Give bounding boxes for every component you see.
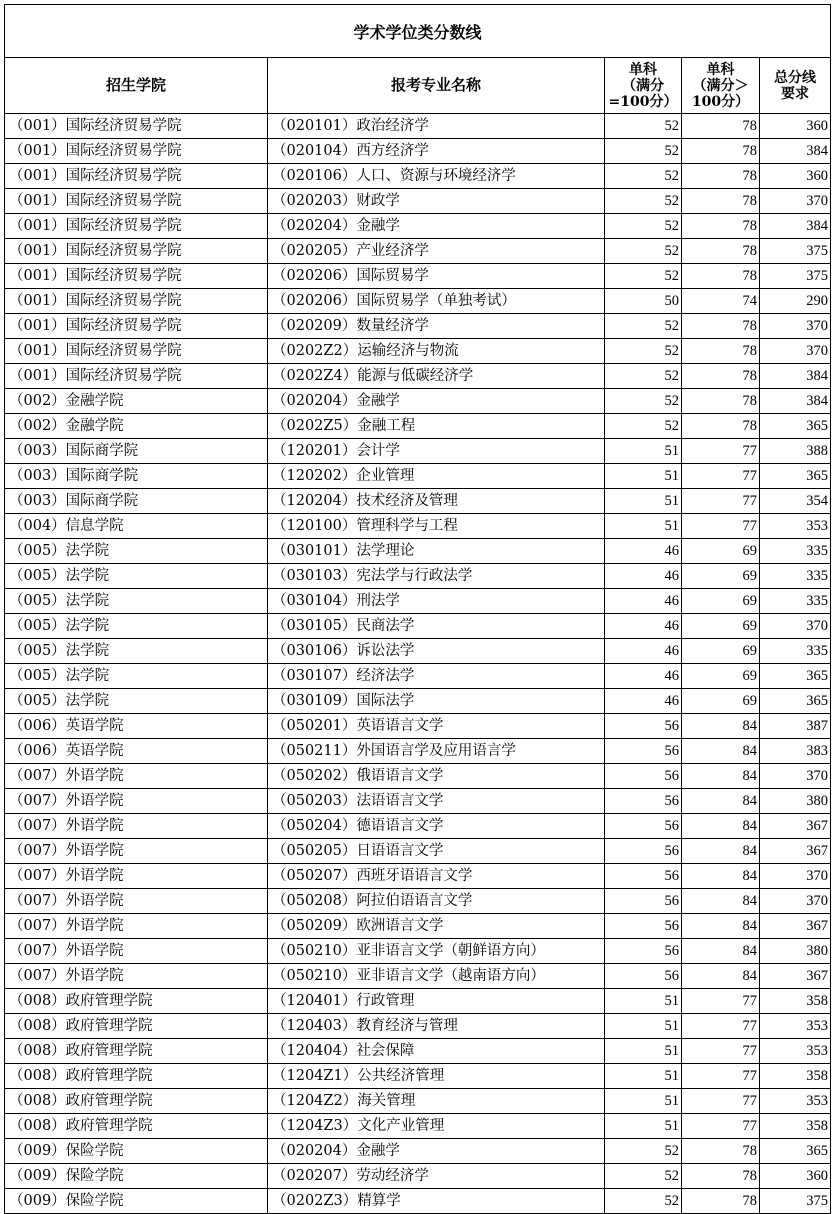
single-le100-cell: 56	[605, 914, 682, 939]
single-gt100-cell: 77	[682, 489, 760, 514]
single-le100-cell: 52	[605, 189, 682, 214]
major-cell: （020206）国际贸易学	[268, 264, 605, 289]
major-cell: （030107）经济法学	[268, 664, 605, 689]
single-le100-cell: 56	[605, 939, 682, 964]
header-college: 招生学院	[5, 58, 268, 114]
single-le100-cell: 51	[605, 1114, 682, 1139]
table-row	[5, 614, 831, 639]
single-le100-cell: 52	[605, 1189, 682, 1214]
major-cell: （020206）国际贸易学（单独考试）	[268, 289, 605, 314]
college-cell: （006）英语学院	[5, 739, 268, 764]
table-row	[5, 864, 831, 889]
single-gt100-cell: 77	[682, 1089, 760, 1114]
major-cell: （020101）政治经济学	[268, 114, 605, 139]
single-le100-cell: 51	[605, 1089, 682, 1114]
single-gt100-cell: 77	[682, 1014, 760, 1039]
college-cell: （005）法学院	[5, 614, 268, 639]
table-row	[5, 339, 831, 364]
header-single-le100-line3: =100分）	[608, 93, 678, 110]
single-gt100-cell: 84	[682, 964, 760, 989]
single-gt100-cell: 84	[682, 864, 760, 889]
major-cell: （120404）社会保障	[268, 1039, 605, 1064]
total-score-cell: 365	[760, 414, 831, 439]
table-row	[5, 439, 831, 464]
total-score-cell: 365	[760, 689, 831, 714]
single-gt100-cell: 78	[682, 164, 760, 189]
single-le100-cell: 51	[605, 489, 682, 514]
college-cell: （007）外语学院	[5, 939, 268, 964]
college-cell: （009）保险学院	[5, 1164, 268, 1189]
total-score-cell: 375	[760, 239, 831, 264]
table-row	[5, 114, 831, 139]
single-le100-cell: 51	[605, 1064, 682, 1089]
table-body	[5, 114, 831, 1214]
table-row	[5, 1039, 831, 1064]
total-score-cell: 380	[760, 789, 831, 814]
major-cell: （030106）诉讼法学	[268, 639, 605, 664]
total-score-cell: 335	[760, 589, 831, 614]
major-cell: （030104）刑法学	[268, 589, 605, 614]
single-le100-cell: 46	[605, 539, 682, 564]
major-cell: （050202）俄语语言文学	[268, 764, 605, 789]
college-cell: （006）英语学院	[5, 714, 268, 739]
table-title: 学术学位类分数线	[5, 5, 831, 58]
single-gt100-cell: 84	[682, 714, 760, 739]
single-gt100-cell: 78	[682, 414, 760, 439]
total-score-cell: 370	[760, 864, 831, 889]
single-le100-cell: 56	[605, 864, 682, 889]
table-row	[5, 189, 831, 214]
major-cell: （020204）金融学	[268, 1139, 605, 1164]
single-gt100-cell: 78	[682, 239, 760, 264]
single-gt100-cell: 84	[682, 914, 760, 939]
single-gt100-cell: 74	[682, 289, 760, 314]
major-cell: （050210）亚非语言文学（朝鲜语方向）	[268, 939, 605, 964]
table-row	[5, 1139, 831, 1164]
total-score-cell: 367	[760, 839, 831, 864]
major-cell: （0202Z4）能源与低碳经济学	[268, 364, 605, 389]
single-le100-cell: 52	[605, 214, 682, 239]
college-cell: （002）金融学院	[5, 389, 268, 414]
header-total-line1: 总分线	[774, 69, 817, 86]
header-single-le100	[605, 58, 682, 114]
single-gt100-cell: 78	[682, 1189, 760, 1214]
single-le100-cell: 51	[605, 464, 682, 489]
single-le100-cell: 56	[605, 714, 682, 739]
table-row	[5, 939, 831, 964]
total-score-cell: 358	[760, 1114, 831, 1139]
single-gt100-cell: 77	[682, 1064, 760, 1089]
college-cell: （004）信息学院	[5, 514, 268, 539]
college-cell: （007）外语学院	[5, 839, 268, 864]
table-row	[5, 714, 831, 739]
table-row	[5, 1064, 831, 1089]
table-row	[5, 889, 831, 914]
total-score-cell: 367	[760, 914, 831, 939]
single-gt100-cell: 69	[682, 639, 760, 664]
single-le100-cell: 52	[605, 164, 682, 189]
single-gt100-cell: 77	[682, 514, 760, 539]
table-row	[5, 689, 831, 714]
header-total	[760, 58, 831, 114]
header-single-gt100-line1: 单科	[706, 61, 735, 78]
single-gt100-cell: 78	[682, 189, 760, 214]
single-le100-cell: 52	[605, 339, 682, 364]
college-cell: （001）国际经济贸易学院	[5, 339, 268, 364]
single-gt100-cell: 69	[682, 539, 760, 564]
major-cell: （020203）财政学	[268, 189, 605, 214]
college-cell: （001）国际经济贸易学院	[5, 189, 268, 214]
table-row	[5, 464, 831, 489]
total-score-cell: 384	[760, 139, 831, 164]
major-cell: （0202Z2）运输经济与物流	[268, 339, 605, 364]
single-le100-cell: 46	[605, 614, 682, 639]
table-row	[5, 414, 831, 439]
major-cell: （030103）宪法学与行政法学	[268, 564, 605, 589]
college-cell: （003）国际商学院	[5, 439, 268, 464]
single-gt100-cell: 84	[682, 889, 760, 914]
single-le100-cell: 56	[605, 739, 682, 764]
total-score-cell: 370	[760, 189, 831, 214]
major-cell: （050203）法语语言文学	[268, 789, 605, 814]
major-cell: （050205）日语语言文学	[268, 839, 605, 864]
major-cell: （120401）行政管理	[268, 989, 605, 1014]
single-le100-cell: 52	[605, 314, 682, 339]
single-gt100-cell: 77	[682, 989, 760, 1014]
single-gt100-cell: 78	[682, 364, 760, 389]
table-row	[5, 964, 831, 989]
single-le100-cell: 52	[605, 1139, 682, 1164]
college-cell: （008）政府管理学院	[5, 1064, 268, 1089]
table-row	[5, 989, 831, 1014]
college-cell: （005）法学院	[5, 639, 268, 664]
college-cell: （009）保险学院	[5, 1139, 268, 1164]
single-gt100-cell: 78	[682, 389, 760, 414]
total-score-cell: 365	[760, 1139, 831, 1164]
college-cell: （003）国际商学院	[5, 489, 268, 514]
total-score-cell: 384	[760, 364, 831, 389]
score-table-sheet	[4, 4, 830, 1214]
total-score-cell: 353	[760, 1089, 831, 1114]
college-cell: （002）金融学院	[5, 414, 268, 439]
header-major: 报考专业名称	[268, 58, 605, 114]
total-score-cell: 370	[760, 889, 831, 914]
single-gt100-cell: 78	[682, 1139, 760, 1164]
single-le100-cell: 56	[605, 839, 682, 864]
single-gt100-cell: 77	[682, 439, 760, 464]
major-cell: （020209）数量经济学	[268, 314, 605, 339]
single-gt100-cell: 84	[682, 839, 760, 864]
single-le100-cell: 51	[605, 989, 682, 1014]
single-gt100-cell: 69	[682, 564, 760, 589]
total-score-cell: 383	[760, 739, 831, 764]
major-cell: （030101）法学理论	[268, 539, 605, 564]
major-cell: （050207）西班牙语语言文学	[268, 864, 605, 889]
table-row	[5, 664, 831, 689]
major-cell: （1204Z3）文化产业管理	[268, 1114, 605, 1139]
single-le100-cell: 46	[605, 639, 682, 664]
college-cell: （001）国际经济贸易学院	[5, 289, 268, 314]
table-row	[5, 489, 831, 514]
total-score-cell: 375	[760, 264, 831, 289]
single-le100-cell: 56	[605, 964, 682, 989]
total-score-cell: 370	[760, 339, 831, 364]
single-le100-cell: 56	[605, 814, 682, 839]
college-cell: （008）政府管理学院	[5, 1114, 268, 1139]
total-score-cell: 353	[760, 1039, 831, 1064]
single-le100-cell: 56	[605, 889, 682, 914]
major-cell: （020207）劳动经济学	[268, 1164, 605, 1189]
major-cell: （0202Z3）精算学	[268, 1189, 605, 1214]
single-gt100-cell: 78	[682, 114, 760, 139]
single-gt100-cell: 84	[682, 764, 760, 789]
table-row	[5, 139, 831, 164]
college-cell: （001）国际经济贸易学院	[5, 214, 268, 239]
college-cell: （001）国际经济贸易学院	[5, 364, 268, 389]
total-score-cell: 335	[760, 639, 831, 664]
college-cell: （005）法学院	[5, 664, 268, 689]
single-le100-cell: 52	[605, 239, 682, 264]
single-gt100-cell: 69	[682, 589, 760, 614]
single-le100-cell: 51	[605, 514, 682, 539]
total-score-cell: 384	[760, 389, 831, 414]
header-single-le100-line2: （满分	[622, 77, 664, 94]
table-row	[5, 839, 831, 864]
major-cell: （1204Z2）海关管理	[268, 1089, 605, 1114]
single-gt100-cell: 69	[682, 689, 760, 714]
header-single-gt100	[682, 58, 760, 114]
table-row	[5, 564, 831, 589]
total-score-cell: 335	[760, 564, 831, 589]
total-score-cell: 360	[760, 164, 831, 189]
total-score-cell: 367	[760, 814, 831, 839]
total-score-cell: 388	[760, 439, 831, 464]
college-cell: （007）外语学院	[5, 764, 268, 789]
single-le100-cell: 46	[605, 664, 682, 689]
table-row	[5, 239, 831, 264]
total-score-cell: 360	[760, 114, 831, 139]
table-row	[5, 364, 831, 389]
college-cell: （005）法学院	[5, 564, 268, 589]
header-single-gt100-line2: （满分＞	[692, 77, 749, 94]
single-gt100-cell: 78	[682, 314, 760, 339]
single-le100-cell: 46	[605, 589, 682, 614]
total-score-cell: 365	[760, 664, 831, 689]
college-cell: （008）政府管理学院	[5, 1014, 268, 1039]
college-cell: （005）法学院	[5, 589, 268, 614]
college-cell: （007）外语学院	[5, 814, 268, 839]
single-gt100-cell: 77	[682, 464, 760, 489]
total-score-cell: 353	[760, 514, 831, 539]
table-row	[5, 789, 831, 814]
college-cell: （008）政府管理学院	[5, 989, 268, 1014]
single-gt100-cell: 77	[682, 1039, 760, 1064]
single-gt100-cell: 78	[682, 1164, 760, 1189]
single-gt100-cell: 84	[682, 814, 760, 839]
score-table	[4, 4, 831, 1214]
total-score-cell: 370	[760, 314, 831, 339]
single-le100-cell: 51	[605, 1039, 682, 1064]
table-row	[5, 514, 831, 539]
major-cell: （050209）欧洲语言文学	[268, 914, 605, 939]
college-cell: （001）国际经济贸易学院	[5, 139, 268, 164]
table-row	[5, 1164, 831, 1189]
total-score-cell: 358	[760, 1064, 831, 1089]
header-single-gt100-line3: 100分）	[691, 93, 750, 110]
single-gt100-cell: 84	[682, 789, 760, 814]
single-le100-cell: 56	[605, 789, 682, 814]
major-cell: （120100）管理科学与工程	[268, 514, 605, 539]
total-score-cell: 387	[760, 714, 831, 739]
table-row	[5, 1014, 831, 1039]
single-le100-cell: 52	[605, 414, 682, 439]
major-cell: （120201）会计学	[268, 439, 605, 464]
single-gt100-cell: 69	[682, 664, 760, 689]
total-score-cell: 384	[760, 214, 831, 239]
total-score-cell: 335	[760, 539, 831, 564]
college-cell: （001）国际经济贸易学院	[5, 314, 268, 339]
major-cell: （050201）英语语言文学	[268, 714, 605, 739]
single-le100-cell: 51	[605, 439, 682, 464]
major-cell: （020204）金融学	[268, 214, 605, 239]
college-cell: （005）法学院	[5, 539, 268, 564]
table-row	[5, 389, 831, 414]
major-cell: （120202）企业管理	[268, 464, 605, 489]
single-le100-cell: 51	[605, 1014, 682, 1039]
table-row	[5, 164, 831, 189]
single-gt100-cell: 84	[682, 939, 760, 964]
single-le100-cell: 46	[605, 689, 682, 714]
total-score-cell: 353	[760, 1014, 831, 1039]
major-cell: （030109）国际法学	[268, 689, 605, 714]
single-le100-cell: 52	[605, 114, 682, 139]
major-cell: （030105）民商法学	[268, 614, 605, 639]
major-cell: （050204）德语语言文学	[268, 814, 605, 839]
major-cell: （020204）金融学	[268, 389, 605, 414]
single-gt100-cell: 77	[682, 1114, 760, 1139]
single-le100-cell: 52	[605, 264, 682, 289]
single-le100-cell: 52	[605, 389, 682, 414]
header-single-le100-line1: 单科	[629, 61, 657, 78]
college-cell: （007）外语学院	[5, 889, 268, 914]
total-score-cell: 367	[760, 964, 831, 989]
single-gt100-cell: 78	[682, 214, 760, 239]
table-row	[5, 1189, 831, 1214]
major-cell: （120204）技术经济及管理	[268, 489, 605, 514]
major-cell: （020205）产业经济学	[268, 239, 605, 264]
college-cell: （007）外语学院	[5, 964, 268, 989]
single-le100-cell: 50	[605, 289, 682, 314]
single-le100-cell: 56	[605, 764, 682, 789]
single-le100-cell: 46	[605, 564, 682, 589]
major-cell: （050208）阿拉伯语语言文学	[268, 889, 605, 914]
total-score-cell: 354	[760, 489, 831, 514]
single-gt100-cell: 84	[682, 739, 760, 764]
table-row	[5, 264, 831, 289]
table-row	[5, 214, 831, 239]
table-row	[5, 1114, 831, 1139]
table-row	[5, 639, 831, 664]
college-cell: （007）外语学院	[5, 789, 268, 814]
college-cell: （008）政府管理学院	[5, 1039, 268, 1064]
major-cell: （020104）西方经济学	[268, 139, 605, 164]
total-score-cell: 358	[760, 989, 831, 1014]
major-cell: （1204Z1）公共经济管理	[268, 1064, 605, 1089]
total-score-cell: 380	[760, 939, 831, 964]
college-cell: （005）法学院	[5, 689, 268, 714]
college-cell: （007）外语学院	[5, 914, 268, 939]
major-cell: （020106）人口、资源与环境经济学	[268, 164, 605, 189]
major-cell: （050211）外国语言学及应用语言学	[268, 739, 605, 764]
table-row	[5, 814, 831, 839]
total-score-cell: 375	[760, 1189, 831, 1214]
table-row	[5, 1089, 831, 1114]
major-cell: （050210）亚非语言文学（越南语方向）	[268, 964, 605, 989]
college-cell: （001）国际经济贸易学院	[5, 264, 268, 289]
table-row	[5, 739, 831, 764]
table-row	[5, 914, 831, 939]
total-score-cell: 365	[760, 464, 831, 489]
table-row	[5, 764, 831, 789]
college-cell: （008）政府管理学院	[5, 1089, 268, 1114]
single-gt100-cell: 69	[682, 614, 760, 639]
college-cell: （001）国际经济贸易学院	[5, 164, 268, 189]
single-le100-cell: 52	[605, 364, 682, 389]
table-row	[5, 589, 831, 614]
single-gt100-cell: 78	[682, 139, 760, 164]
single-gt100-cell: 78	[682, 339, 760, 364]
major-cell: （120403）教育经济与管理	[268, 1014, 605, 1039]
college-cell: （009）保险学院	[5, 1189, 268, 1214]
total-score-cell: 370	[760, 764, 831, 789]
college-cell: （003）国际商学院	[5, 464, 268, 489]
total-score-cell: 360	[760, 1164, 831, 1189]
table-row	[5, 539, 831, 564]
single-gt100-cell: 78	[682, 264, 760, 289]
total-score-cell: 290	[760, 289, 831, 314]
college-cell: （007）外语学院	[5, 864, 268, 889]
table-row	[5, 314, 831, 339]
header-total-line2: 要求	[781, 85, 810, 102]
single-le100-cell: 52	[605, 1164, 682, 1189]
college-cell: （001）国际经济贸易学院	[5, 239, 268, 264]
total-score-cell: 370	[760, 614, 831, 639]
single-le100-cell: 52	[605, 139, 682, 164]
table-row	[5, 289, 831, 314]
college-cell: （001）国际经济贸易学院	[5, 114, 268, 139]
major-cell: （0202Z5）金融工程	[268, 414, 605, 439]
